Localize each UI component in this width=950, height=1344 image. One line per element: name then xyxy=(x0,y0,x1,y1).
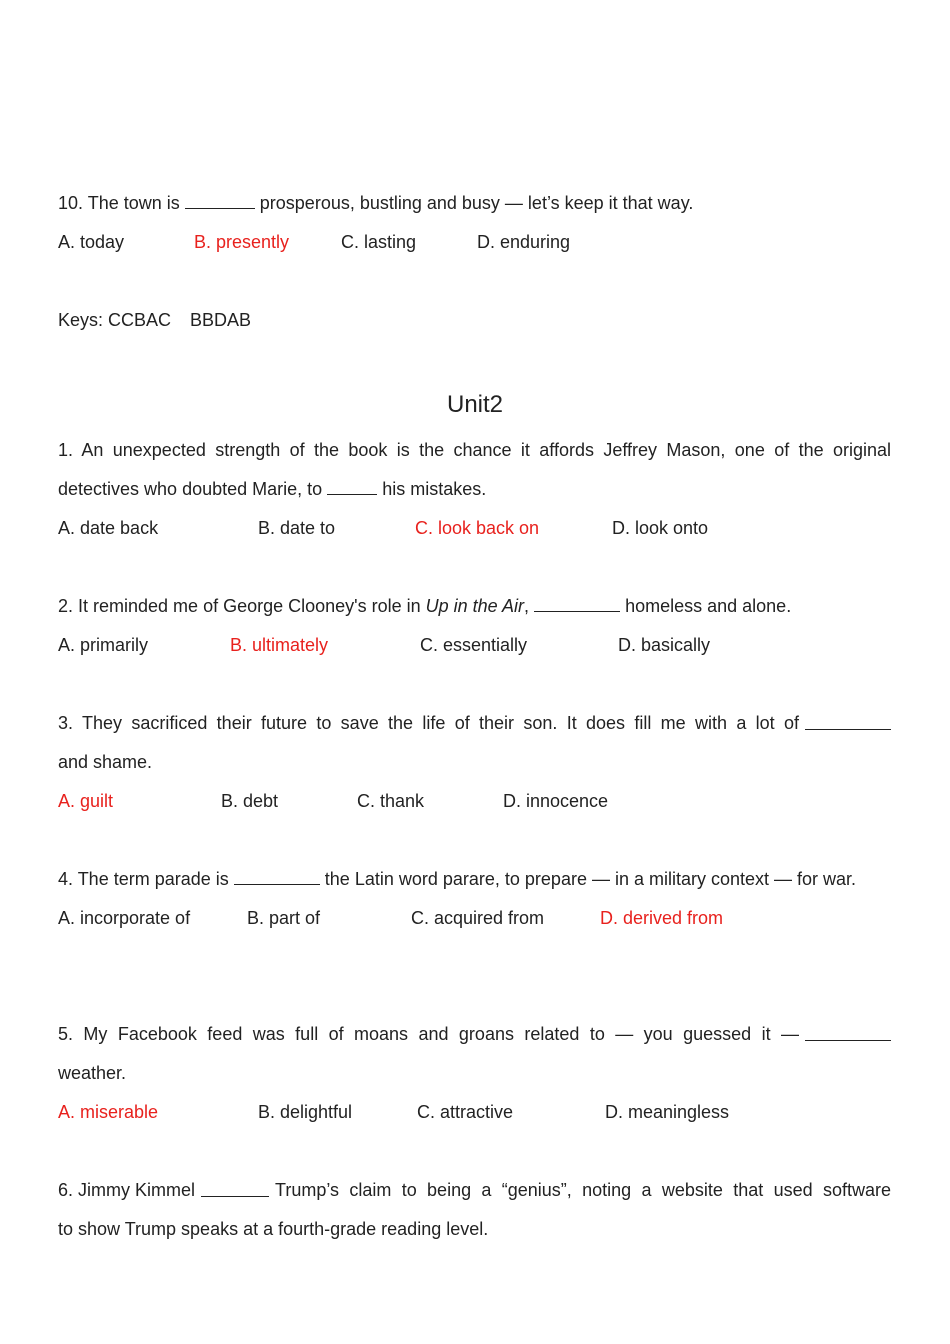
q2-option-d: D. basically xyxy=(618,635,711,655)
q3-option-c: C. thank xyxy=(357,791,425,811)
question-1-line-1: 1. An unexpected strength of the book is the chance it affords Jeffrey Mason, one of the original xyxy=(58,440,891,460)
question-3-line-1: 3. They sacrificed their future to save the life of their son. It does fill me with a lot of xyxy=(58,711,891,735)
q10-option-c: C. lasting xyxy=(341,232,417,252)
q5-option-d: D. meaningless xyxy=(605,1102,730,1122)
answer-blank xyxy=(234,868,320,885)
q2-option-c: C. essentially xyxy=(420,635,528,655)
question-2-stem: 2. It reminded me of George Clooney's role in Up in the Air, homeless and alone. xyxy=(58,596,792,616)
answer-keys: Keys: CCBAC BBDAB xyxy=(58,310,252,330)
q1-option-c-correct: C. look back on xyxy=(415,518,540,538)
question-5-line-1: 5. My Facebook feed was full of moans and groans related to — you guessed it — xyxy=(58,1022,891,1046)
movie-title: Up in the Air xyxy=(425,596,525,616)
q5-option-b: B. delightful xyxy=(258,1102,353,1122)
q3-option-a-correct: A. guilt xyxy=(58,791,114,811)
question-6-line-2: to show Trump speaks at a fourth-grade reading level. xyxy=(58,1219,489,1239)
question-5-line-2: weather. xyxy=(58,1063,127,1083)
question-1-line-2: detectives who doubted Marie, to his mistakes. xyxy=(58,479,487,499)
q3-option-d: D. innocence xyxy=(503,791,609,811)
question-4-stem: 4. The term parade is the Latin word parare, to prepare — in a military context — for war. xyxy=(58,869,857,889)
q5-option-a-correct: A. miserable xyxy=(58,1102,159,1122)
answer-blank xyxy=(534,595,620,612)
answer-blank xyxy=(201,1180,269,1197)
q10-option-b-correct: B. presently xyxy=(194,232,290,252)
q3-option-b: B. debt xyxy=(221,791,279,811)
unit-title: Unit2 xyxy=(446,391,504,418)
question-10-stem: 10. The town is prosperous, bustling and busy — let’s keep it that way. xyxy=(58,193,694,213)
answer-blank xyxy=(805,713,891,730)
q10-option-d: D. enduring xyxy=(477,232,571,252)
question-3-line-2: and shame. xyxy=(58,752,153,772)
q4-option-d-correct: D. derived from xyxy=(600,908,724,928)
q2-option-b-correct: B. ultimately xyxy=(230,635,329,655)
answer-blank xyxy=(185,192,255,209)
q2-option-a: A. primarily xyxy=(58,635,149,655)
q4-option-b: B. part of xyxy=(247,908,321,928)
q5-option-c: C. attractive xyxy=(417,1102,514,1122)
q4-option-a: A. incorporate of xyxy=(58,908,191,928)
q10-option-a: A. today xyxy=(58,232,125,252)
question-6-line-1: 6. Jimmy Kimmel Trump’s claim to being a “genius”, noting a website that used software xyxy=(58,1180,891,1200)
q1-option-a: A. date back xyxy=(58,518,159,538)
q1-option-b: B. date to xyxy=(258,518,336,538)
answer-blank xyxy=(805,1024,891,1041)
q1-option-d: D. look onto xyxy=(612,518,709,538)
q4-option-c: C. acquired from xyxy=(411,908,545,928)
answer-blank xyxy=(327,478,377,495)
